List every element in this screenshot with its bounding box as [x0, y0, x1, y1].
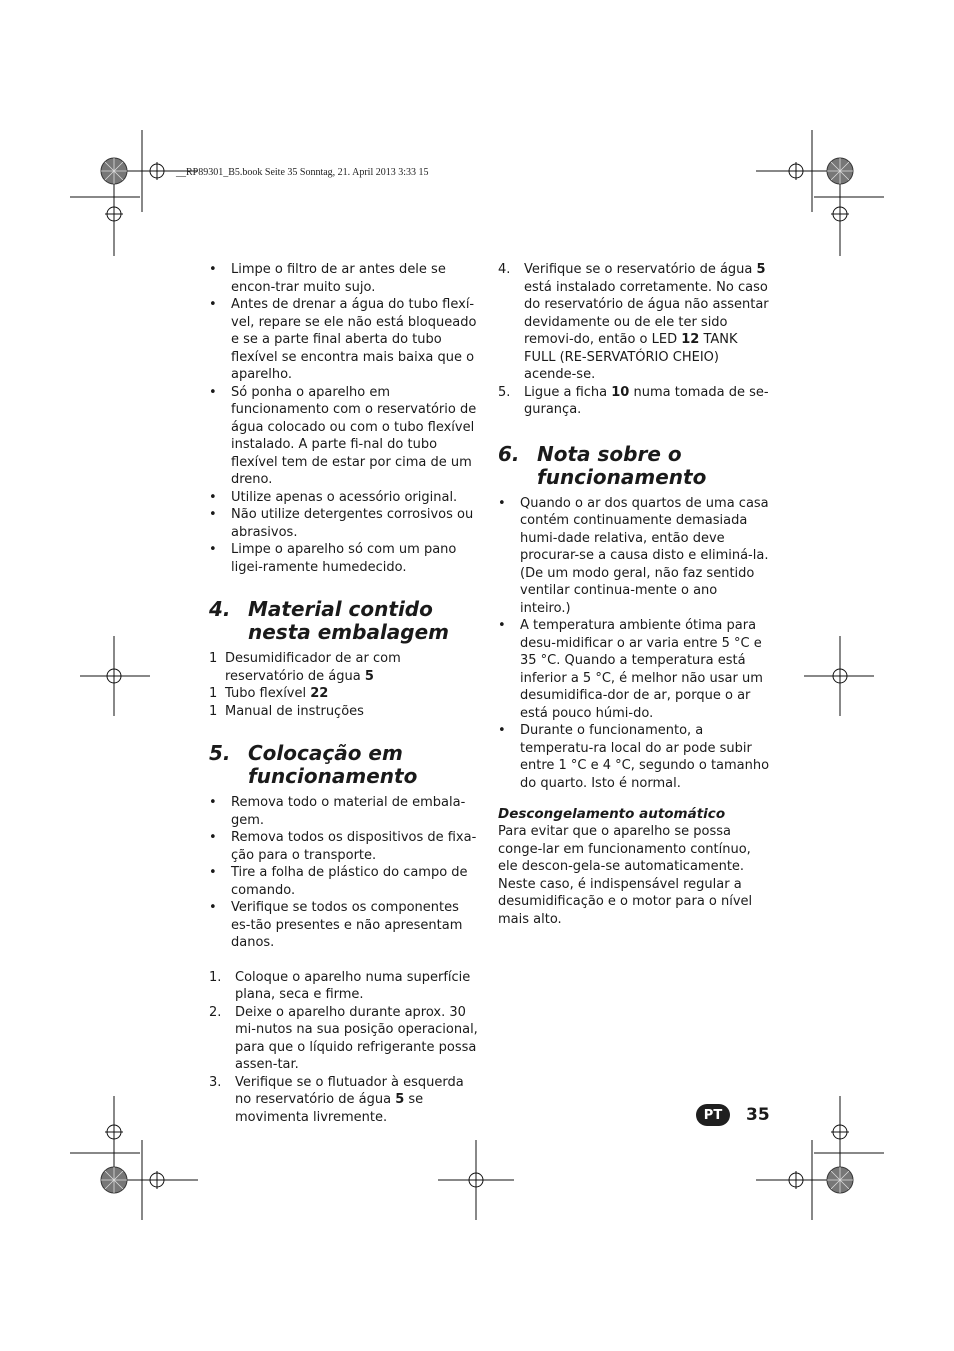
step-text: Coloque o aparelho numa superfície plana, seca e firme. [235, 969, 471, 1002]
setup-steps-continued [498, 261, 770, 419]
section-6-heading [498, 443, 770, 489]
list-item: • Durante o funcionamento, a temperatu-ra local do ar pode subir entre 1 °C e 4 °C, segundo o tamanho do quarto. Isto é normal. [498, 722, 770, 792]
list-item: • Limpe o aparelho só com um pano ligei-ramente humedecido. [209, 541, 482, 576]
list-item: • Só ponha o aparelho em funcionamento com o reservatório de água colocado ou com o tubo flexível instalado. A parte fi-nal do tubo flexível tem de estar por cima de um dreno. [209, 384, 482, 489]
section-title: Nota sobre o funcionamento [537, 441, 707, 489]
item-text: Manual de instruções [225, 703, 364, 719]
item-text: Desumidificador de ar com reservatório de água [225, 651, 401, 684]
item-ref: 5 [364, 668, 374, 684]
list-item [209, 650, 482, 685]
step-ref: 12 [681, 332, 700, 347]
step-number: 3. [209, 1074, 222, 1090]
section-title: Material contido nesta embalagem [248, 597, 450, 644]
cleaning-tips-list [209, 261, 482, 576]
right-column [498, 261, 770, 928]
item-quantity: 1 [209, 703, 218, 719]
list-item: • Verifique se todos os componentes es-tão presentes e não apresentam danos. [209, 899, 482, 952]
section-number: 5. [209, 741, 231, 765]
list-item: • Tire a folha de plástico do campo de comando. [209, 864, 482, 899]
step-text: numa tomada de se-gurança. [524, 384, 769, 417]
section-4-heading [209, 598, 482, 644]
list-item: • Quando o ar dos quartos de uma casa contém continuamente demasiada humi-dade relativa, então deve procurar-se a causa disto e eliminá-la. (De um modo geral, não faz sentido ventilar continua-mente o ano inteiro.) [498, 495, 770, 618]
list-item: • Limpe o filtro de ar antes dele se encon-trar muito sujo. [209, 261, 482, 296]
page-footer [696, 1104, 770, 1126]
list-item: • Não utilize detergentes corrosivos ou abrasivos. [209, 506, 482, 541]
item-text: Tubo flexível [225, 686, 311, 701]
step-text: TANK FULL (RE-SERVATÓRIO CHEIO) acende-se. [524, 332, 738, 382]
list-item: • Utilize apenas o acessório original. [209, 489, 482, 507]
step-item [498, 384, 770, 419]
section-title: Colocação em funcionamento [248, 741, 418, 788]
step-item [209, 969, 482, 1004]
step-text: Verifique se o flutuador à esquerda no reservatório de água [235, 1074, 464, 1107]
list-item: • Remova todo o material de embala-gem. [209, 794, 482, 829]
print-file-header: __RP89301_B5.book Seite 35 Sonntag, 21. April 2013 3:33 15 [176, 167, 429, 178]
step-item [209, 1004, 482, 1074]
step-text: se movimenta livremente. [235, 1092, 424, 1125]
step-ref: 5 [756, 262, 766, 277]
item-ref: 22 [310, 686, 329, 701]
step-number: 1. [209, 969, 222, 985]
step-text: Verifique se o reservatório de água [524, 262, 757, 277]
defrost-paragraph: Para evitar que o aparelho se possa conge-lar em funcionamento contínuo, ele descon-gela-se automaticamente. Neste caso, é indispensável regular a desumidificação e o motor para o nível mais alto. [498, 824, 753, 927]
page-number: 35 [746, 1105, 770, 1125]
list-item [209, 685, 482, 703]
list-item: • A temperatura ambiente ótima para desu-midificar o ar varia entre 5 °C e 35 °C. Quando a temperatura está inferior a 5 °C, é melhor não usar um desumidifica-dor de ar, porque o ar está pouco húmi-do. [498, 617, 770, 722]
step-text: Ligue a ficha [524, 384, 612, 400]
step-ref: 5 [395, 1092, 405, 1107]
item-quantity: 1 [209, 686, 218, 701]
list-item [209, 703, 482, 721]
item-quantity: 1 [209, 651, 218, 666]
section-5-heading [209, 742, 482, 788]
list-item: • Remova todos os dispositivos de fixa-ção para o transporte. [209, 829, 482, 864]
step-number: 2. [209, 1004, 222, 1020]
step-ref: 10 [611, 384, 630, 400]
operation-notes-list [498, 495, 770, 793]
defrost-subheading: Descongelamento automático [498, 806, 726, 822]
package-contents-list [209, 650, 482, 720]
list-item: • Antes de drenar a água do tubo flexí-vel, repare se ele não está bloqueado e se a parte final aberta do tubo flexível se encontra mais baixa que o aparelho. [209, 296, 482, 384]
step-number: 4. [498, 262, 511, 277]
section-number: 4. [209, 597, 231, 621]
section-number: 6. [498, 441, 520, 466]
setup-steps-list [209, 969, 482, 1127]
step-item [498, 261, 770, 384]
setup-prep-list [209, 794, 482, 952]
step-number: 5. [498, 384, 511, 400]
step-text: está instalado corretamente. No caso do reservatório de água não assentar devidamente ou de ele ter sido removi-do, então o LED [524, 279, 769, 347]
left-column [209, 261, 482, 1126]
step-item [209, 1074, 482, 1127]
language-badge: PT [696, 1104, 730, 1126]
step-text: Deixe o aparelho durante aprox. 30 mi-nutos na sua posição operacional, para que o líquido refrigerante possa assen-tar. [235, 1004, 478, 1072]
